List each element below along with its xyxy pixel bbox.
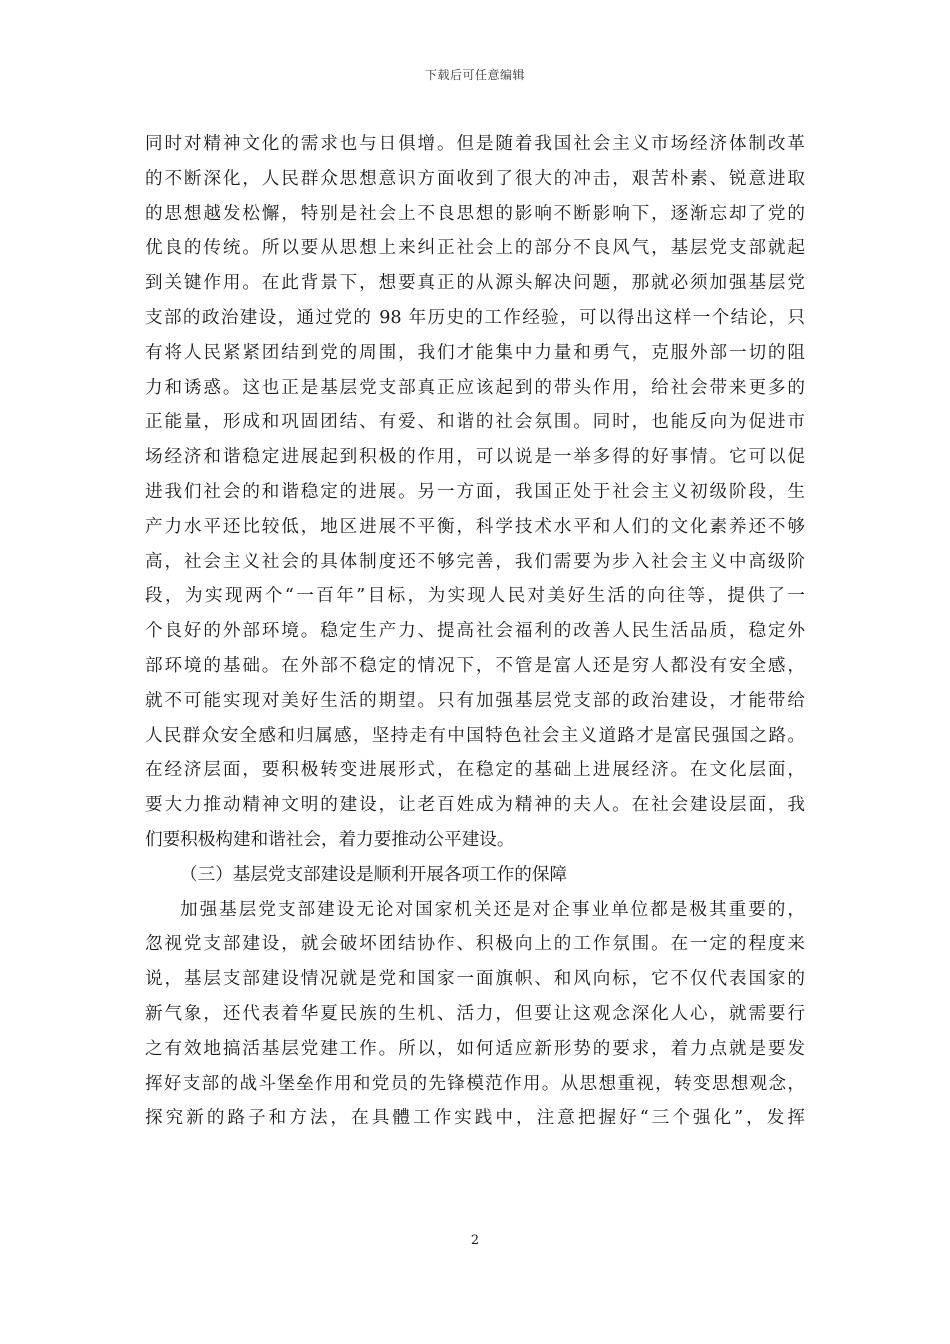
text-line: 段，为实现两个“一百年”目标，为实现人民对美好生活的向往等，提供了一 xyxy=(145,586,805,607)
paragraph-2 xyxy=(145,893,805,1137)
text-line: 要大力推动精神文明的建设，让老百姓成为精神的夫人。在社会建设层面，我 xyxy=(145,795,805,816)
paragraph-1 xyxy=(145,127,805,858)
text-line: 们要积极构建和谐社会，着力要推动公平建设。 xyxy=(145,829,515,850)
text-line: 力和诱惑。这也正是基层党支部真正应该起到的带头作用，给社会带来更多的 xyxy=(145,377,805,398)
text-line: 的不断深化，人民群众思想意识方面收到了很大的冲击，艰苦朴素、锐意进取 xyxy=(145,168,805,189)
text-line: 有将人民紧紧团结到党的周围，我们才能集中力量和勇气，克服外部一切的阻 xyxy=(145,342,805,363)
text-line: 部环境的基础。在外部不稳定的情况下，不管是富人还是穷人都没有安全感， xyxy=(145,655,805,676)
section-heading: （三）基层党支部建设是顺利开展各项工作的保障 xyxy=(180,864,568,885)
document-body xyxy=(145,127,805,1136)
text-line: 探究新的路子和方法，在具體工作实践中，注意把握好“三个强化”，发挥 xyxy=(145,1108,805,1129)
text-line: 忽视党支部建设，就会破坏团结协作、积极向上的工作氛围。在一定的程度来 xyxy=(145,934,805,955)
text-line: 个良好的外部环境。稳定生产力、提高社会福利的改善人民生活品质，稳定外 xyxy=(145,621,805,642)
text-line: 优良的传统。所以要从思想上来纠正社会上的部分不良风气，基层党支部就起 xyxy=(145,238,805,259)
page-header: 下载后可任意编辑 xyxy=(424,68,525,82)
text-line: 就不可能实现对美好生活的期望。只有加强基层党支部的政治建设，才能带给 xyxy=(145,690,805,711)
text-line: 同时对精神文化的需求也与日俱增。但是随着我国社会主义市场经济体制改革 xyxy=(145,134,805,154)
text-line: 挥好支部的战斗堡垒作用和党员的先锋模范作用。从思想重视，转变思想观念， xyxy=(145,1073,805,1094)
text-line: 加强基层党支部建设无论对国家机关还是对企事业单位都是极其重要的， xyxy=(180,899,805,920)
text-line: 的思想越发松懈，特别是社会上不良思想的影响不断影响下，逐渐忘却了党的 xyxy=(145,203,805,224)
text-line: 支部的政治建设，通过党的 98 年历史的工作经验，可以得出这样一个结论，只 xyxy=(145,307,805,328)
text-line: 到关键作用。在此背景下，想要真正的从源头解决问题，那就必须加强基层党 xyxy=(145,273,805,294)
text-line: 场经济和谐稳定进展起到积极的作用，可以说是一举多得的好事情。它可以促 xyxy=(145,447,805,468)
text-line: 之有效地搞活基层党建工作。所以，如何适应新形势的要求，着力点就是要发 xyxy=(145,1038,805,1059)
text-line: 人民群众安全感和归属感，坚持走有中国特色社会主义道路才是富民强国之路。 xyxy=(145,725,805,746)
page-number: 2 xyxy=(470,1233,480,1248)
text-line: 正能量，形成和巩固团结、有爱、和谐的社会氛围。同时，也能反向为促进市 xyxy=(145,412,805,433)
text-line: 高，社会主义社会的具体制度还不够完善，我们需要为步入社会主义中高级阶 xyxy=(145,551,805,572)
text-line: 进我们社会的和谐稳定的进展。另一方面，我国正处于社会主义初级阶段，生 xyxy=(145,481,805,502)
text-line: 新气象，还代表着华夏民族的生机、活力，但要让这观念深化人心，就需要行 xyxy=(145,1003,805,1024)
text-line: 说，基层支部建设情况就是党和国家一面旗帜、和风向标，它不仅代表国家的 xyxy=(145,969,805,990)
text-line: 在经济层面，要积极转变进展形式，在稳定的基础上进展经济。在文化层面， xyxy=(145,760,805,781)
text-line: 产力水平还比较低，地区进展不平衡，科学技术水平和人们的文化素养还不够 xyxy=(145,516,805,537)
